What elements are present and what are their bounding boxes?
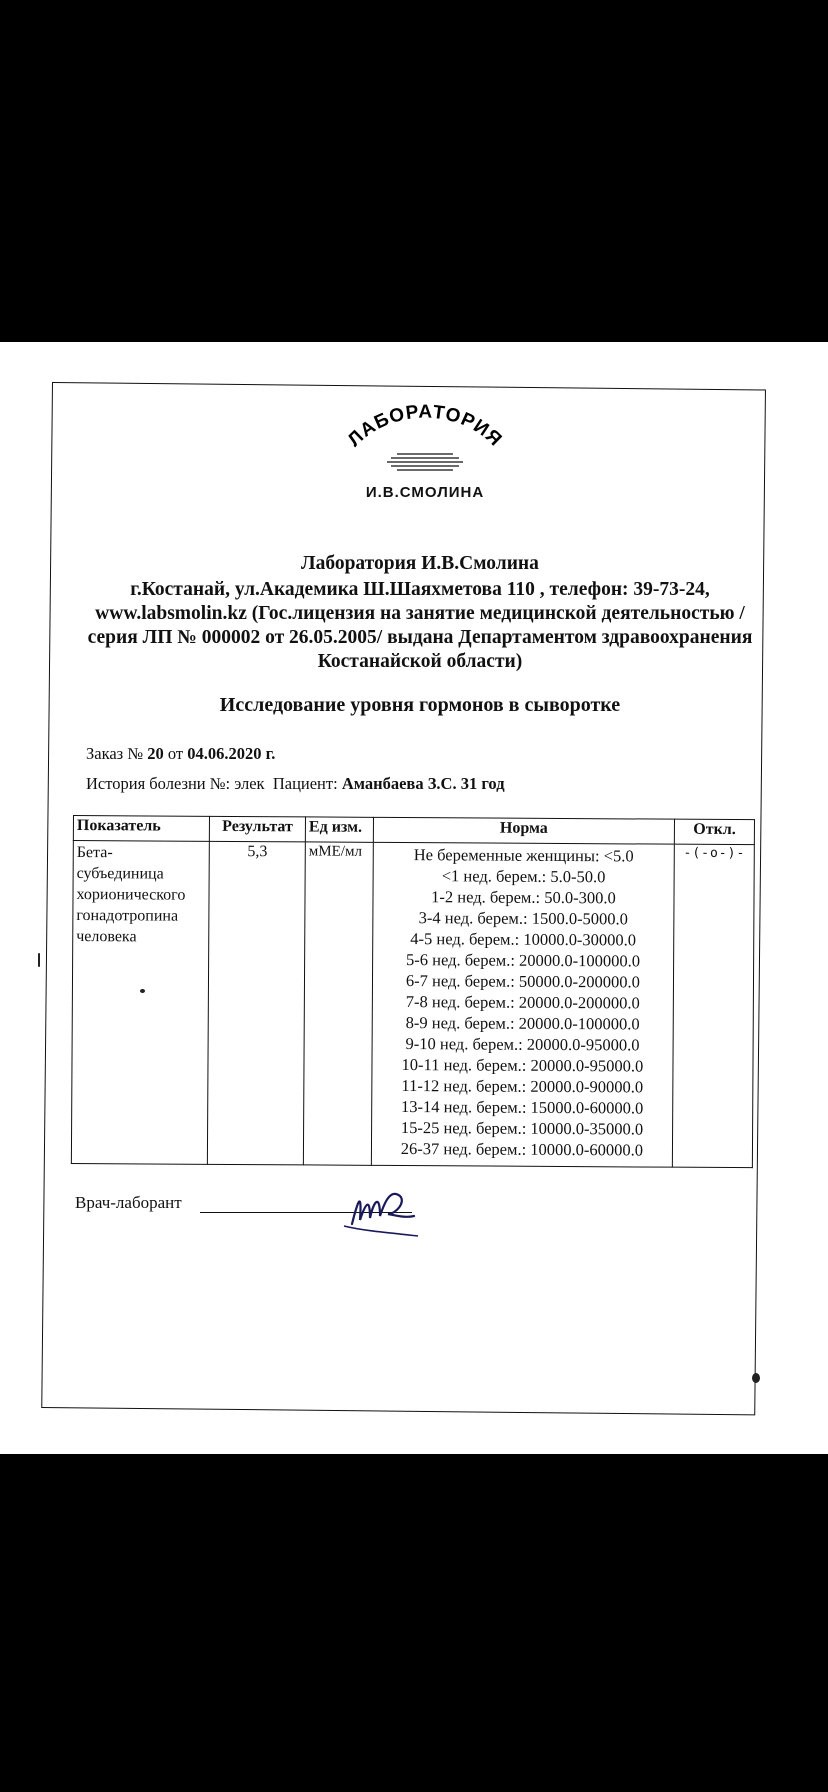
order-date: 04.06.2020 г. — [187, 744, 276, 763]
history-value: элек — [234, 774, 265, 793]
header-indicator: Показатель — [73, 816, 209, 842]
lab-header — [80, 552, 760, 674]
header-result: Результат — [210, 816, 306, 842]
indicator-line: гонадотропина — [76, 907, 179, 925]
signature-icon — [340, 1180, 420, 1240]
norm-line: <1 нед. берем.: 5.0-50.0 — [441, 866, 606, 887]
bottom-black-bar — [0, 1454, 828, 1792]
header-unit: Ед изм. — [305, 817, 373, 842]
scan-speck — [752, 1373, 760, 1383]
history-label: История болезни №: — [86, 774, 231, 793]
logo-arc-text: ЛАБОРАТОРИЯ — [343, 402, 507, 451]
lab-logo — [325, 402, 525, 512]
norm-line: 4-5 нед. берем.: 10000.0-30000.0 — [410, 929, 637, 950]
scan-speck — [38, 953, 40, 967]
patient-name: Аманбаева З.С. 31 год — [341, 774, 505, 793]
unit-cell: мМЕ/мл — [303, 842, 373, 1165]
header-norm: Норма — [373, 817, 675, 844]
indicator-line: человека — [76, 928, 137, 946]
order-date-prefix: от — [167, 744, 184, 763]
svg-text:ЛАБОРАТОРИЯ — [344, 402, 506, 451]
table-row — [71, 841, 754, 1168]
indicator-line: субъединица — [76, 865, 164, 883]
order-line — [86, 744, 275, 764]
norm-line: 10-11 нед. берем.: 20000.0-95000.0 — [401, 1055, 644, 1076]
header-deviation: Откл. — [675, 819, 755, 844]
norm-line: 9-10 нед. берем.: 20000.0-95000.0 — [405, 1034, 640, 1055]
norm-line: 13-14 нед. берем.: 15000.0-60000.0 — [400, 1097, 644, 1118]
norm-line: 5-6 нед. берем.: 20000.0-100000.0 — [405, 950, 641, 971]
lab-address: г.Костанай, ул.Академика Ш.Шаяхметова 110 , телефон: 39-73-24, www.labsmolin.kz (Гос.лицензия на занятие медицинской деятельностью /серия ЛП № 000002 от 26.05.2005/ выдана Департаментом здравоохранения Костанайской области) — [87, 579, 753, 672]
deviation-cell: -(-o-)- — [673, 844, 755, 1167]
norm-line: 3-4 нед. берем.: 1500.0-5000.0 — [418, 908, 629, 929]
indicator-line: Бета- — [76, 844, 113, 862]
norm-line: 11-12 нед. берем.: 20000.0-90000.0 — [401, 1076, 644, 1097]
history-line — [86, 774, 505, 794]
norm-line: 6-7 нед. берем.: 50000.0-200000.0 — [405, 971, 641, 992]
norm-line: 1-2 нед. берем.: 50.0-300.0 — [431, 887, 616, 908]
norm-line: 15-25 нед. берем.: 10000.0-35000.0 — [400, 1118, 644, 1139]
order-number: 20 — [147, 744, 164, 763]
norm-line: 8-9 нед. берем.: 20000.0-100000.0 — [405, 1013, 640, 1034]
norm-line: 7-8 нед. берем.: 20000.0-200000.0 — [405, 992, 640, 1013]
document-page — [0, 342, 828, 1454]
patient-label: Пациент: — [272, 774, 338, 793]
indicator-cell — [71, 841, 209, 1165]
scan-speck — [140, 989, 145, 993]
norm-line: 26-37 нед. берем.: 10000.0-60000.0 — [400, 1139, 644, 1160]
lab-name: Лаборатория И.В.Смолина — [301, 553, 539, 574]
order-label: Заказ № — [86, 744, 144, 763]
top-black-bar — [0, 0, 828, 342]
logo-subtitle: И.В.СМОЛИНА — [365, 484, 485, 501]
logo-arc-icon — [325, 402, 525, 482]
indicator-line: хорионического — [76, 886, 186, 904]
study-title: Исследование уровня гормонов в сыворотке — [219, 694, 621, 716]
result-cell: 5,3 — [208, 841, 306, 1165]
results-table — [71, 815, 755, 1168]
norm-line: Не беременные женщины: <5.0 — [413, 845, 634, 866]
signature-label: Врач-лаборант — [75, 1193, 182, 1212]
norm-cell — [371, 842, 675, 1167]
